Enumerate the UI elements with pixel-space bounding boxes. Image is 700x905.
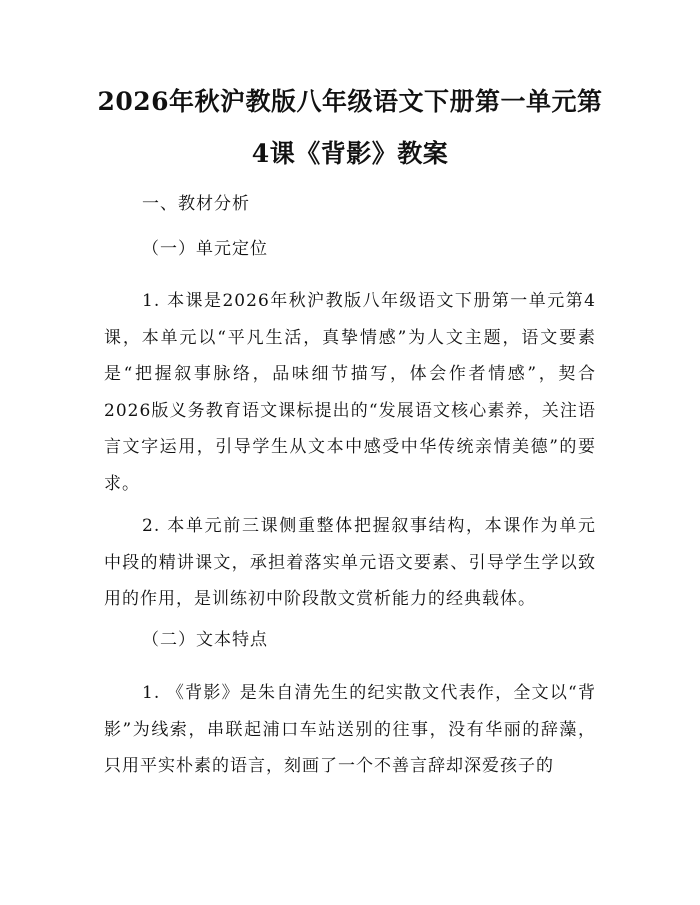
paragraph-unit-positioning-1: 1. 本课是2026年秋沪教版八年级语文下册第一单元第4课，本单元以“平凡生活，真挚情感”为人文主题，语文要素是“把握叙事脉络，品味细节描写，体会作者情感”，契合2026版义务教育语文课标提出的“发展语文核心素养，关注语言文字运用，引导学生从文本中感受中华传统亲情美德”的要求。 [104, 291, 596, 494]
paragraph-unit-positioning-2: 2. 本单元前三课侧重整体把握叙事结构，本课作为单元中段的精讲课文，承担着落实单元语文要素、引导学生学以致用的作用，是训练初中阶段散文赏析能力的经典载体。 [104, 516, 596, 609]
document-title-line-1: 2026年秋沪教版八年级语文下册第一单元第 [97, 87, 603, 116]
document-title-line-2: 4课《背影》教案 [251, 139, 449, 168]
paragraph-text-features-1: 1. 《背影》是朱自清先生的纪实散文代表作，全文以“背影”为线索，串联起浦口车站送别的往事，没有华丽的辞藻，只用平实朴素的语言，刻画了一个不善言辞却深爱孩子的 [104, 683, 596, 776]
subsection-heading-unit-positioning: （一）单元定位 [142, 239, 268, 259]
section-heading-textbook-analysis: 一、教材分析 [142, 194, 250, 214]
subsection-heading-text-features: （二）文本特点 [142, 630, 268, 650]
